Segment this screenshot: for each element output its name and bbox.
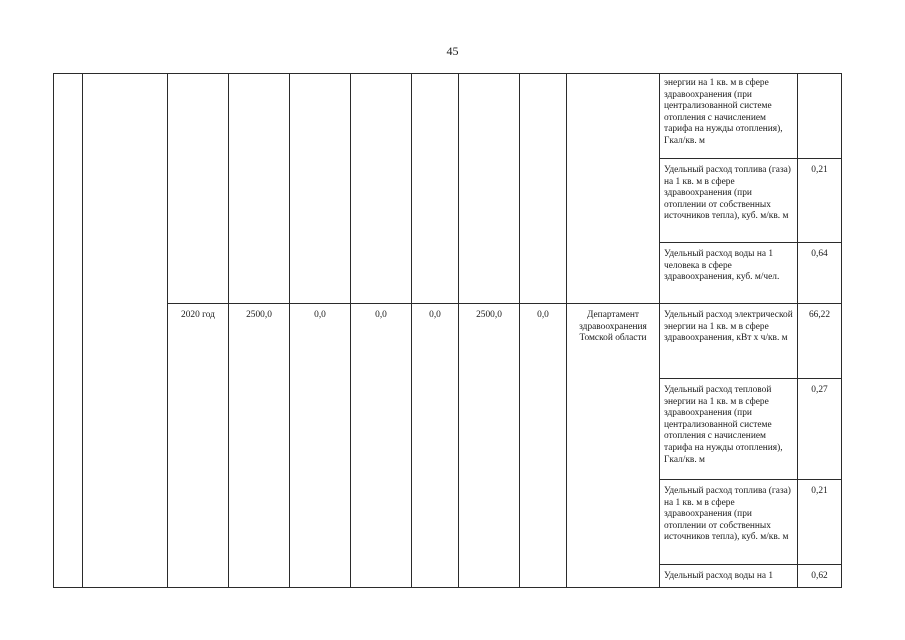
table-cell-empty [351, 74, 412, 304]
value-cell: 0,21 [798, 159, 842, 243]
total-cell: 2500,0 [229, 304, 290, 588]
indicator-cell: Удельный расход воды на 1 [660, 565, 798, 588]
funding-cell: 0,0 [351, 304, 412, 588]
table-cell-empty [520, 74, 567, 304]
table-cell-empty [412, 74, 459, 304]
indicator-cell: Удельный расход топлива (газа) на 1 кв. м в сфере здравоохранения (при отоплении от собственных источников тепла), куб. м/кв. м [660, 480, 798, 565]
indicator-cell: Удельный расход тепловой энергии на 1 кв. м в сфере здравоохранения (при централизованной системе отопления с начислением тарифа на нужды отопления), Гкал/кв. м [660, 379, 798, 480]
table-row [54, 304, 842, 379]
value-cell: 0,21 [798, 480, 842, 565]
year-cell: 2020 год [168, 304, 229, 588]
value-cell: 66,22 [798, 304, 842, 379]
table-cell-empty [229, 74, 290, 304]
funding-cell: 2500,0 [459, 304, 520, 588]
table-row [54, 74, 842, 159]
table-cell-empty [290, 74, 351, 304]
table-cell-name [83, 74, 168, 588]
indicator-cell: Удельный расход воды на 1 человека в сфере здравоохранения, куб. м/чел. [660, 243, 798, 304]
table-cell-number [54, 74, 83, 588]
value-cell: 0,27 [798, 379, 842, 480]
page-number: 45 [446, 44, 459, 58]
indicator-cell: Удельный расход электрической энергии на 1 кв. м в сфере здравоохранения, кВт х ч/кв. м [660, 304, 798, 379]
value-cell: 0,64 [798, 243, 842, 304]
value-cell: 0,62 [798, 565, 842, 588]
indicator-cell: Удельный расход топлива (газа) на 1 кв. м в сфере здравоохранения (при отоплении от собственных источников тепла), куб. м/кв. м [660, 159, 798, 243]
funding-cell: 0,0 [412, 304, 459, 588]
indicator-cell: энергии на 1 кв. м в сфере здравоохранения (при централизованной системе отопления с начислением тарифа на нужды отопления), Гкал/кв. м [660, 74, 798, 159]
table-cell-year-empty [168, 74, 229, 304]
funding-cell: 0,0 [520, 304, 567, 588]
value-cell [798, 74, 842, 159]
funding-cell: 0,0 [290, 304, 351, 588]
indicators-table [53, 73, 842, 588]
table-cell-executor-empty [567, 74, 660, 304]
executor-cell: Департамент здравоохранения Томской области [567, 304, 660, 588]
table-cell-empty [459, 74, 520, 304]
